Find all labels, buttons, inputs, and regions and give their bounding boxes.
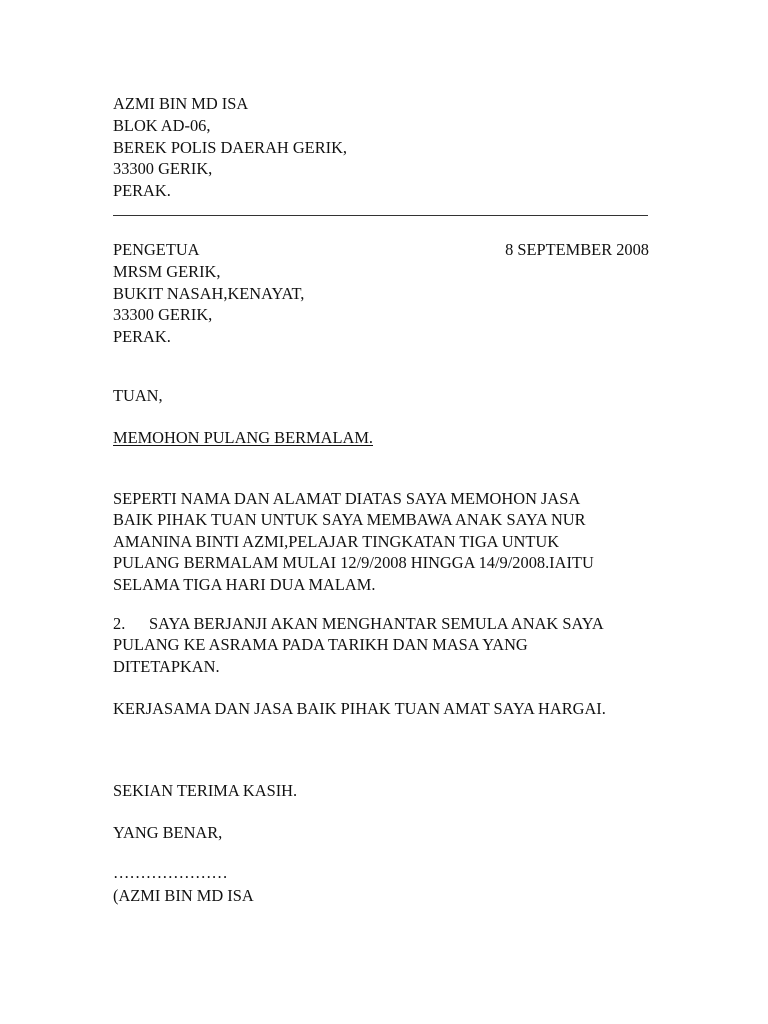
recipient-title: PENGETUA — [113, 240, 200, 259]
paragraph-line: AMANINA BINTI AZMI,PELAJAR TINGKATAN TIGA UNTUK — [113, 531, 560, 551]
sender-address-line: PERAK. — [113, 181, 171, 201]
signature-line: ………………… — [113, 863, 228, 882]
recipient-address-line: MRSM GERIK, — [113, 261, 221, 281]
sender-name: AZMI BIN MD ISA — [113, 94, 249, 113]
recipient-address-line: PERAK. — [113, 327, 171, 347]
recipient-address-line: BUKIT NASAH,KENAYAT, — [113, 283, 305, 303]
body-paragraph-3: KERJASAMA DAN JASA BAIK PIHAK TUAN AMAT SAYA HARGAI. — [113, 699, 606, 718]
body-paragraph-1 — [113, 488, 594, 595]
paragraph-text: SAYA BERJANJI AKAN MENGHANTAR SEMULA ANAK SAYA — [149, 614, 604, 633]
sender-address-line: BLOK AD-06, — [113, 115, 211, 135]
header-divider — [113, 215, 648, 216]
sender-address-line: BEREK POLIS DAERAH GERIK, — [113, 137, 348, 157]
signatory-name: (AZMI BIN MD ISA — [113, 886, 254, 905]
letter-subject: MEMOHON PULANG BERMALAM. — [113, 428, 373, 447]
sender-address-line: 33300 GERIK, — [113, 159, 213, 179]
sender-address — [113, 93, 347, 202]
recipient-address-line: 33300 GERIK, — [113, 305, 213, 325]
paragraph-line: PULANG BERMALAM MULAI 12/9/2008 HINGGA 14/9/2008.IAITU — [113, 553, 594, 573]
paragraph-line: BAIK PIHAK TUAN UNTUK SAYA MEMBAWA ANAK SAYA NUR — [113, 510, 586, 530]
letter-date: 8 SEPTEMBER 2008 — [505, 240, 649, 259]
recipient-address — [113, 239, 304, 348]
paragraph-line: SELAMA TIGA HARI DUA MALAM. — [113, 574, 376, 594]
salutation: TUAN, — [113, 386, 163, 405]
paragraph-line: PULANG KE ASRAMA PADA TARIKH DAN MASA YANG — [113, 635, 528, 655]
closing-thanks: SEKIAN TERIMA KASIH. — [113, 781, 298, 800]
paragraph-line — [113, 613, 604, 634]
paragraph-line: DITETAPKAN. — [113, 656, 220, 676]
body-paragraph-2 — [113, 613, 604, 677]
paragraph-line: SEPERTI NAMA DAN ALAMAT DIATAS SAYA MEMOHON JASA — [113, 489, 581, 508]
valediction: YANG BENAR, — [113, 823, 223, 842]
paragraph-number: 2. — [113, 614, 126, 633]
